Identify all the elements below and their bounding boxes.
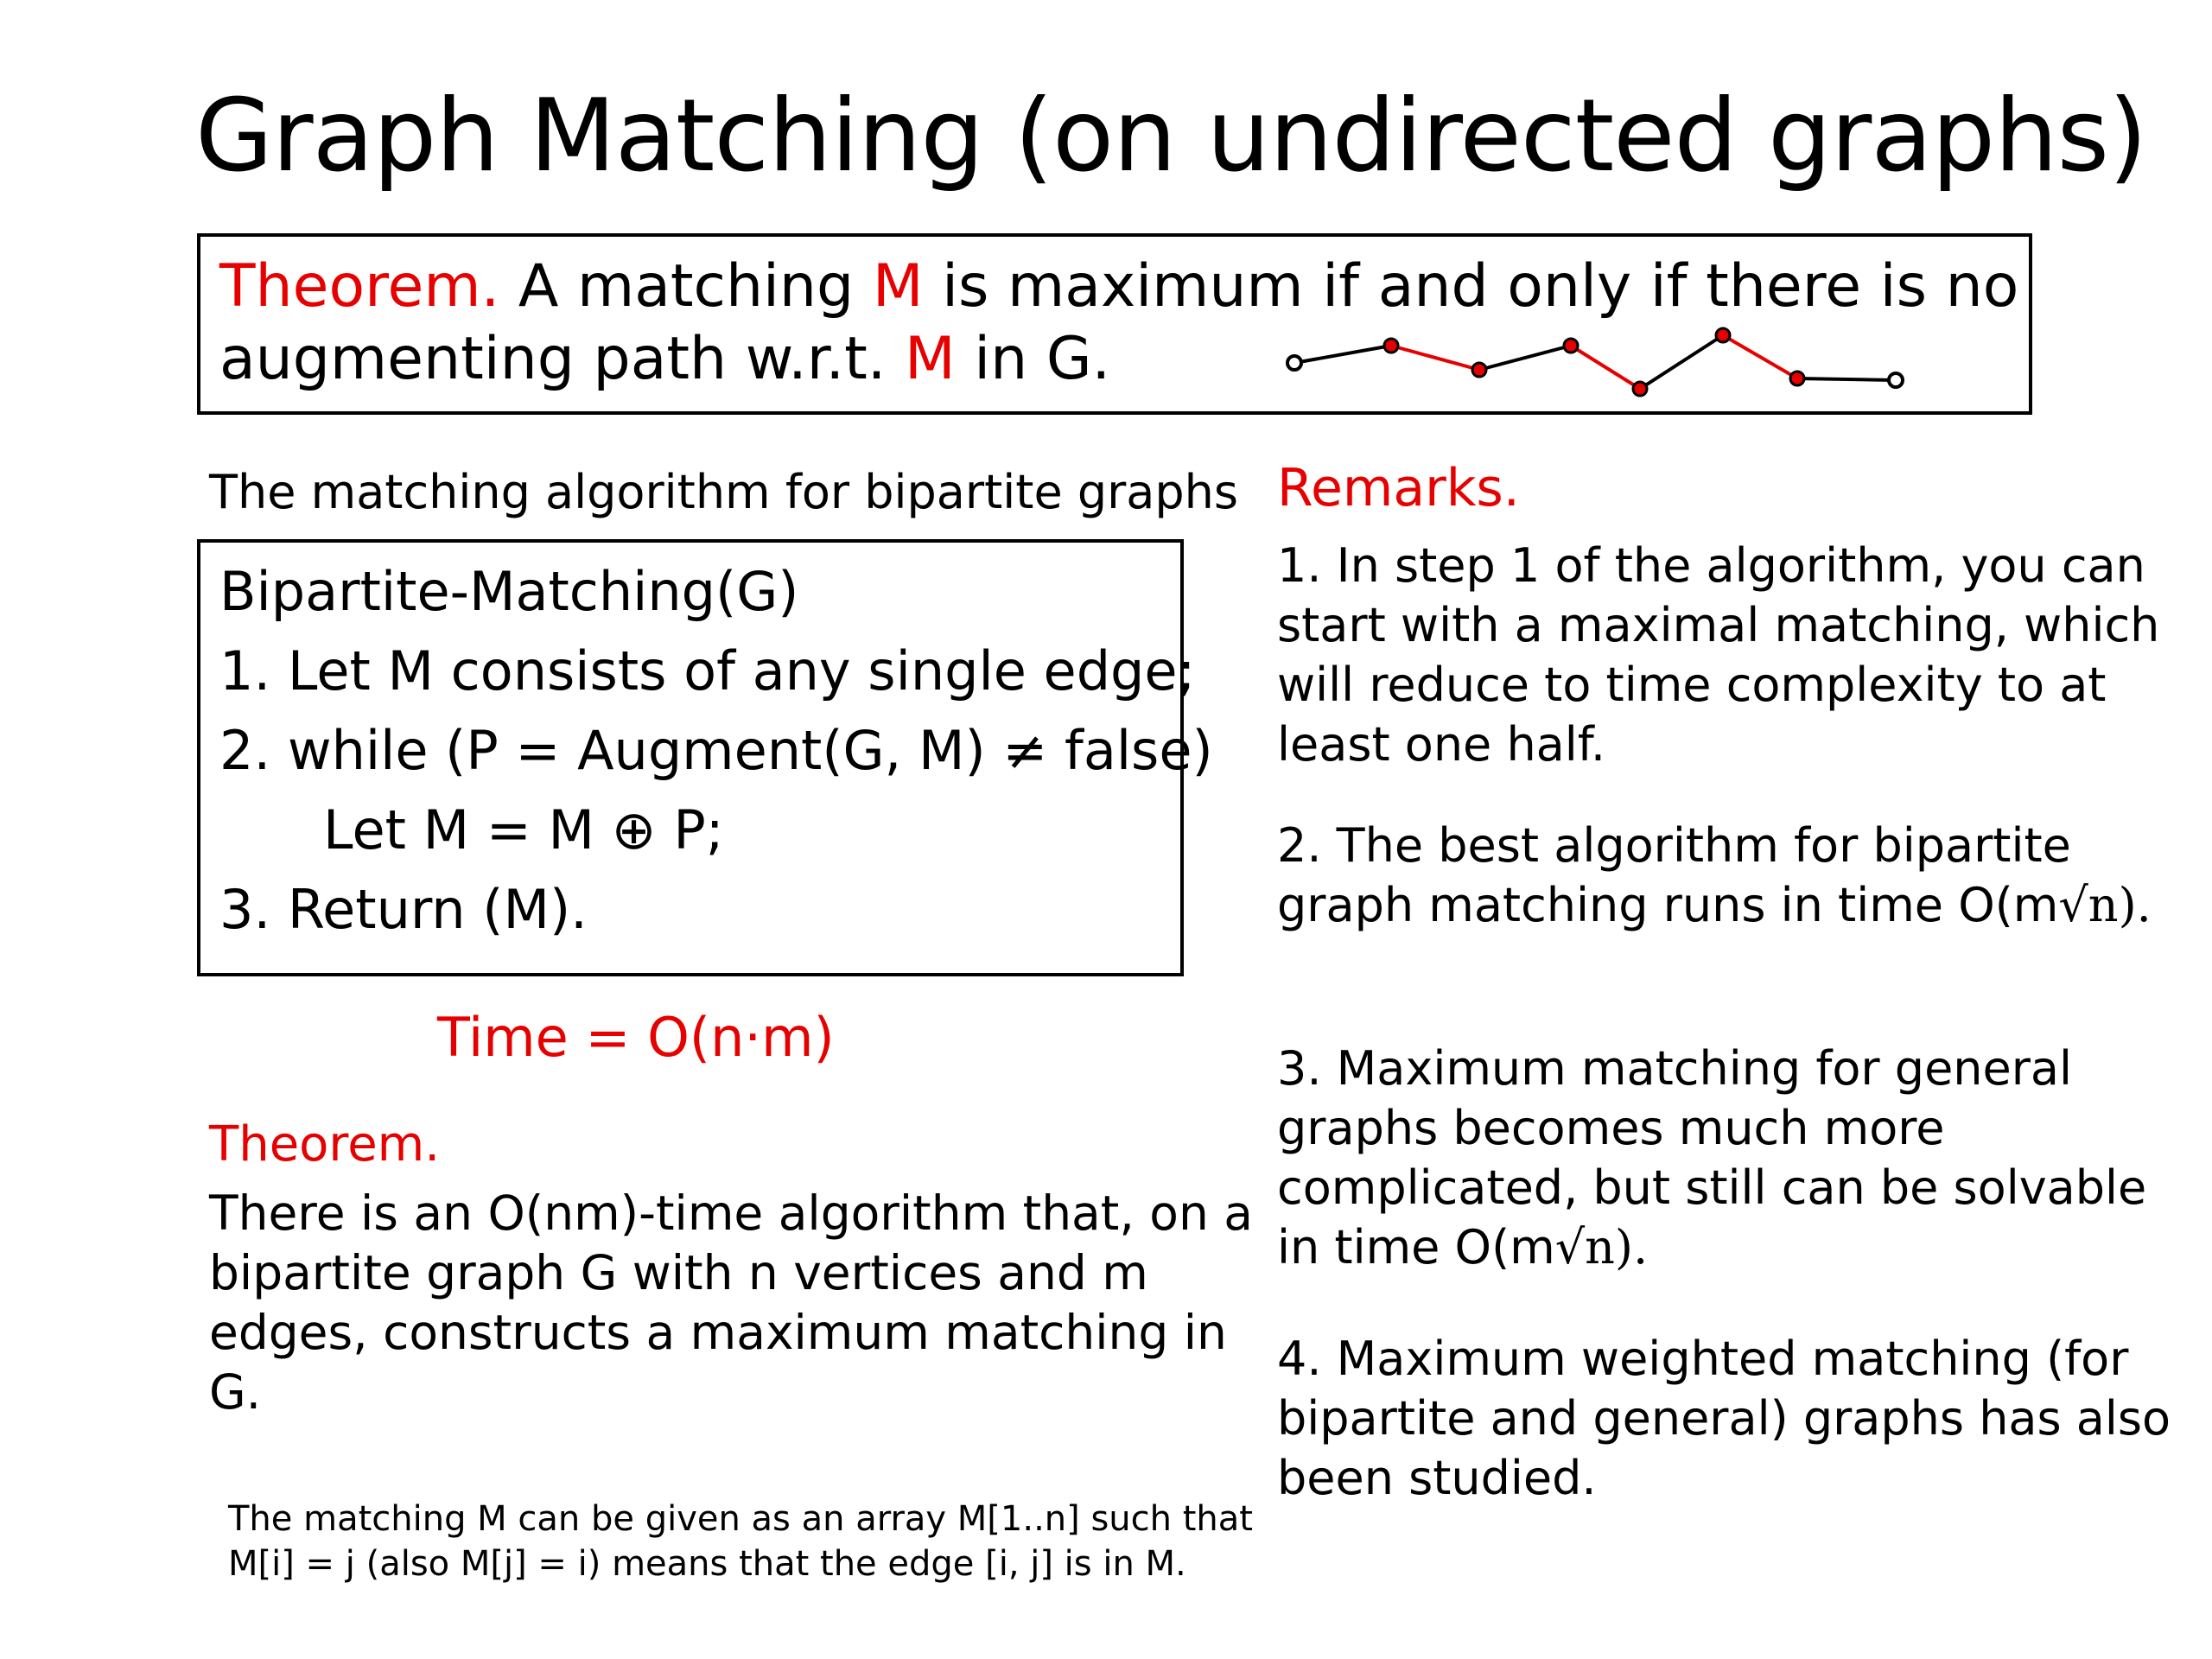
path-edge-unmatched	[1479, 346, 1571, 370]
path-edge-unmatched	[1797, 378, 1896, 380]
matched-vertex	[1716, 328, 1730, 342]
theorem2-body: There is an O(nm)-time algorithm that, on a bipartite graph G with n vertices and m edges, constructs a maximum matching in G.	[209, 1185, 1253, 1420]
algorithm-line: 3. Return (M).	[219, 878, 588, 941]
algorithm-line: 2. while (P = Augment(G, M) ≠ false)	[219, 719, 1213, 782]
footnote: The matching M can be given as an array M[1..n] such that M[i] = j (also M[j] = i) means that the edge [i, j] is in M.	[228, 1499, 1253, 1584]
remark-4: 4. Maximum weighted matching (for bipartite and general) graphs has also been studied.	[1277, 1332, 2171, 1505]
theorem2-label: Theorem.	[209, 1116, 441, 1173]
matching-symbol: M	[872, 252, 924, 321]
theorem-text-1: A matching	[499, 252, 873, 321]
theorem-text-4: in G.	[955, 325, 1111, 393]
free-vertex	[1287, 356, 1301, 370]
augmenting-path-diagram	[1279, 311, 1918, 415]
path-edge-matched	[1391, 346, 1479, 370]
sqrt-n: √n).	[2058, 878, 2152, 932]
theorem-text-3: augmenting path w.r.t.	[219, 325, 905, 393]
remark-3-text: 3. Maximum matching for general graphs becomes much more complicated, but still can be solvable in time O(m	[1277, 1041, 2147, 1274]
theorem-label: Theorem.	[219, 252, 500, 321]
matched-vertex	[1633, 382, 1647, 396]
remark-3	[1277, 1039, 2193, 1277]
matched-vertex	[1564, 339, 1578, 353]
algorithm-line: 1. Let M consists of any single edge;	[219, 639, 1196, 702]
remark-1: 1. In step 1 of the algorithm, you can start with a maximal matching, which will reduce to time complexity to at least one half.	[1277, 538, 2160, 772]
remark-2-text: 2. The best algorithm for bipartite graph matching runs in time O(m	[1277, 818, 2071, 932]
algorithm-line: Let M = M ⊕ P;	[323, 798, 724, 861]
algorithm-line: Bipartite-Matching(G)	[219, 560, 799, 623]
remark-2	[1277, 816, 2193, 935]
path-edge-matched	[1723, 335, 1797, 378]
algorithm-caption: The matching algorithm for bipartite graphs	[209, 465, 1239, 519]
path-edge-unmatched	[1294, 346, 1391, 363]
page-title: Graph Matching (on undirected graphs)	[195, 78, 2147, 194]
path-edge-unmatched	[1640, 335, 1723, 389]
free-vertex	[1889, 373, 1903, 387]
matched-vertex	[1384, 339, 1398, 353]
sqrt-n: √n).	[1554, 1220, 1649, 1274]
matched-vertex	[1790, 372, 1804, 385]
path-edge-matched	[1571, 346, 1640, 389]
matching-symbol: M	[904, 325, 956, 393]
theorem-text-2: is maximum if and only if there is no	[923, 252, 2019, 321]
time-complexity: Time = O(n·m)	[437, 1006, 835, 1069]
matched-vertex	[1472, 363, 1486, 377]
remarks-heading: Remarks.	[1277, 458, 1520, 518]
